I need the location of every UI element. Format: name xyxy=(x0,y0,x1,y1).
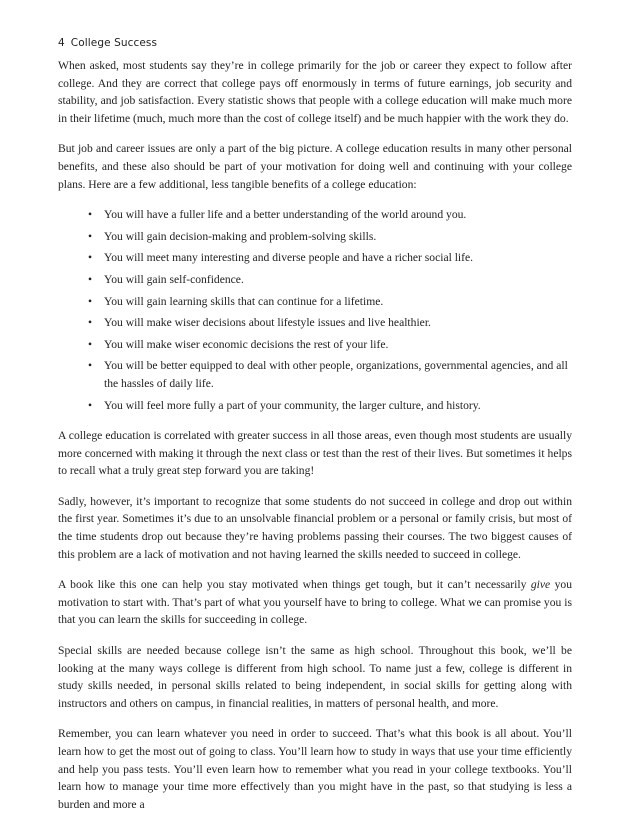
emphasis-give: give xyxy=(530,578,551,592)
running-header xyxy=(58,37,157,49)
list-item-text: You will gain learning skills that can continue for a lifetime. xyxy=(104,294,384,308)
list-item xyxy=(88,271,572,289)
bullet-icon: • xyxy=(88,316,93,330)
bullet-icon: • xyxy=(88,251,93,265)
page-number: 4 xyxy=(58,37,65,49)
list-item xyxy=(88,228,572,246)
bullet-icon: • xyxy=(88,272,93,286)
list-item-text: You will gain decision-making and problem-solving skills. xyxy=(104,229,377,243)
list-item xyxy=(88,357,572,392)
list-item xyxy=(88,336,572,354)
list-item xyxy=(88,293,572,311)
paragraph-text-segment: A book like this one can help you stay motivated when things get tough, but it can’t necessarily xyxy=(58,578,531,592)
paragraph-text-segment: you motivation to start with. That’s part of what you yourself have to bring to college. What we can promise you is that you can learn the skills for succeeding in college. xyxy=(58,578,572,627)
bullet-icon: • xyxy=(88,294,93,308)
benefits-list xyxy=(58,206,572,414)
list-item-text: You will make wiser decisions about lifestyle issues and live healthier. xyxy=(104,316,431,330)
paragraph-motivation xyxy=(58,576,572,629)
list-item xyxy=(88,397,572,415)
body-text xyxy=(58,57,572,813)
bullet-icon: • xyxy=(88,229,93,243)
list-item-text: You will feel more fully a part of your community, the larger culture, and history. xyxy=(104,398,481,412)
list-item-text: You will make wiser economic decisions the rest of your life. xyxy=(104,337,389,351)
paragraph-book-overview: Remember, you can learn whatever you need in order to succeed. That’s what this book is all about. You’ll learn how to get the most out of going to class. You’ll learn how to study in ways that use your time efficiently and help you pass tests. You’ll even learn how to remember what you read in your college textbooks. You’ll learn how to manage your time more effectively than you might have in the past, so that studying is less a burden and more a xyxy=(58,727,572,811)
paragraph-success-correlation: A college education is correlated with greater success in all those areas, even though most students are usually more concerned with making it through the next class or test than the rest of their lives. But sometimes it helps to recall what a truly great step forward you are taking! xyxy=(58,429,572,478)
list-item-text: You will have a fuller life and a better understanding of the world around you. xyxy=(104,208,467,222)
paragraph-dropout-causes: Sadly, however, it’s important to recognize that some students do not succeed in college and drop out within the first year. Sometimes it’s due to an unsolvable financial problem or a personal or family crisis, but most of the time students drop out because they’re having problems passing their courses. The two biggest causes of this problem are a lack of motivation and not having learned the skills needed to succeed in college. xyxy=(58,494,572,561)
bullet-icon: • xyxy=(88,337,93,351)
bullet-icon: • xyxy=(88,359,93,373)
paragraph-special-skills: Special skills are needed because college isn’t the same as high school. Throughout this book, we’ll be looking at the many ways college is different from high school. To name just a few, college is different in study skills needed, in personal skills related to being independent, in social skills for getting along with instructors and others on campus, in financial realities, in matters of personal health, and more. xyxy=(58,644,572,710)
paragraph-personal-benefits-intro: But job and career issues are only a part of the big picture. A college education results in many other personal benefits, and these also should be part of your motivation for doing well and continuing with your college plans. Here are a few additional, less tangible benefits of a college education: xyxy=(58,142,572,191)
list-item xyxy=(88,249,572,267)
paragraph-career-benefits: When asked, most students say they’re in college primarily for the job or career they expect to follow after college. And they are correct that college pays off enormously in terms of future earnings, job security and stability, and job satisfaction. Every statistic shows that people with a college education will make much more in their lifetime (much, much more than the cost of college itself) and be much happier with the work they do. xyxy=(58,59,572,125)
list-item xyxy=(88,314,572,332)
bullet-icon: • xyxy=(88,398,93,412)
book-title: College Success xyxy=(70,37,158,49)
bullet-icon: • xyxy=(88,208,93,222)
list-item-text: You will gain self-confidence. xyxy=(104,272,244,286)
list-item xyxy=(88,206,572,224)
list-item-text: You will be better equipped to deal with other people, organizations, governmental agencies, and all the hassles of daily life. xyxy=(104,359,568,390)
list-item-text: You will meet many interesting and diverse people and have a richer social life. xyxy=(104,251,474,265)
